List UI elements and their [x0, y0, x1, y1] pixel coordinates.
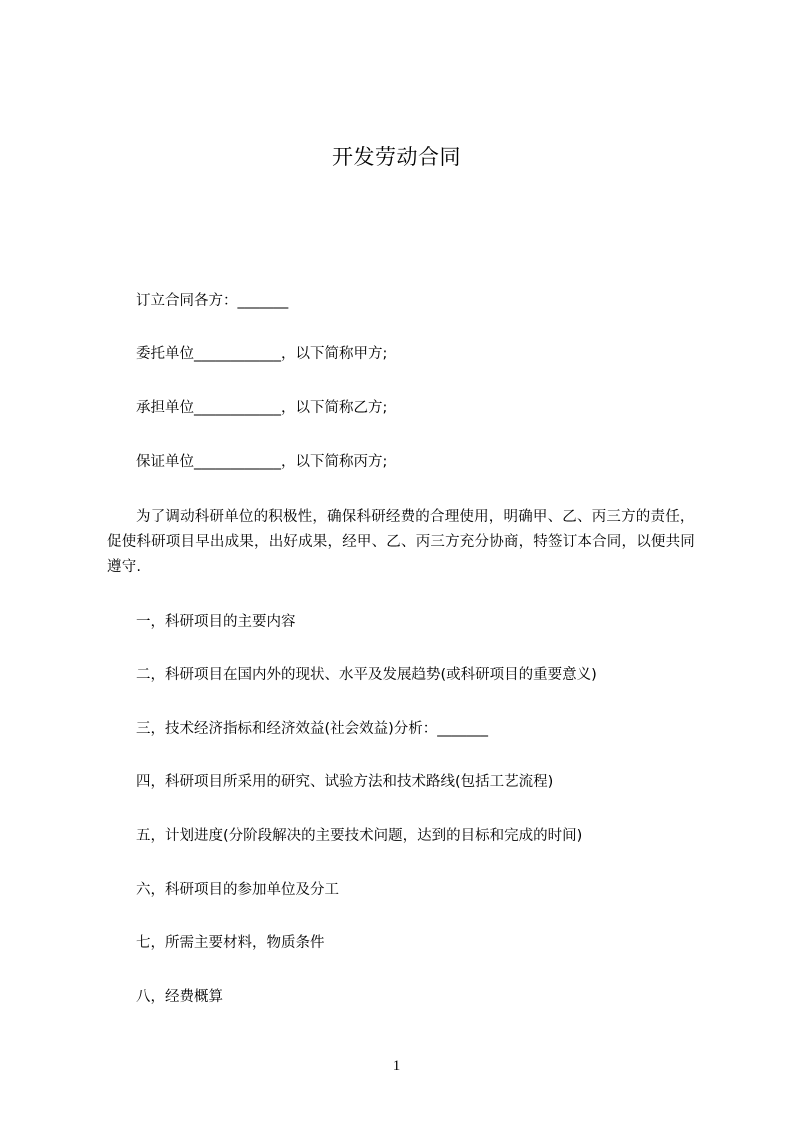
- section-8-heading: 八，经费概算: [136, 989, 223, 1005]
- party-b-line: 承担单位____________，以下简称乙方;: [136, 400, 388, 416]
- page-number: 1: [392, 1058, 401, 1074]
- section-7-heading: 七，所需主要材料，物质条件: [136, 935, 325, 951]
- section-2-heading: 二，科研项目在国内外的现状、水平及发展趋势(或科研项目的重要意义): [136, 667, 597, 683]
- document-title: 开发劳动合同: [332, 145, 461, 169]
- section-5-heading: 五，计划进度(分阶段解决的主要技术问题，达到的目标和完成的时间): [136, 828, 583, 844]
- parties-intro: 订立合同各方：_______: [136, 293, 289, 309]
- party-a-line: 委托单位____________，以下简称甲方;: [136, 346, 388, 362]
- section-3-heading: 三，技术经济指标和经济效益(社会效益)分析：_______: [136, 721, 489, 737]
- section-6-heading: 六，科研项目的参加单位及分工: [136, 882, 339, 898]
- section-1-heading: 一，科研项目的主要内容: [136, 614, 296, 630]
- party-c-line: 保证单位____________，以下简称丙方;: [136, 454, 388, 470]
- preamble-paragraph: 为了调动科研单位的积极性，确保科研经费的合理使用，明确甲、乙、丙三方的责任，促使科研项目早出成果，出好成果，经甲、乙、丙三方充分协商，特签订本合同，以便共同遵守.: [107, 509, 695, 575]
- section-4-heading: 四，科研项目所采用的研究、试验方法和技术路线(包括工艺流程): [136, 774, 554, 790]
